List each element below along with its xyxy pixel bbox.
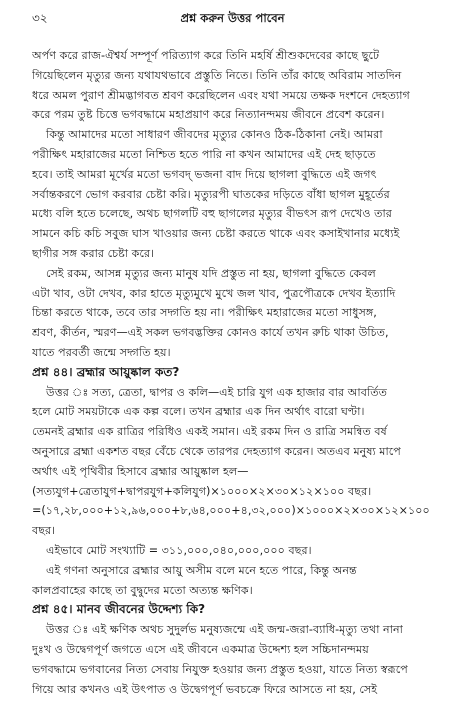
page-header bbox=[0, 10, 465, 28]
page-number: ৩২ bbox=[32, 11, 48, 25]
text-line: পরীক্ষিৎ মহারাজের মতো নিশ্চিত হতে পারি না কখন আমাদের এই দেহ ছাড়তে bbox=[32, 147, 376, 161]
text-line: শ্রবণ, কীর্তন, স্মরণ—এই সকল ভগবদ্ভক্তির কোনও কার্যে তখন রুচি থাকা উচিত, bbox=[32, 326, 389, 340]
text-line: এটা খাব, ওটা দেখব, কার হাতে মৃত্যুমুখে মুখে জল খাব, পুত্রপৌত্রকে দেখব ইত্যাদি bbox=[32, 286, 396, 300]
text-line: ভগবদ্ধামে ভগবানের নিত্য সেবায় নিযুক্ত হওয়ার জন্য প্রস্তুত হওয়া, যাতে নিত্য স্বরূপে bbox=[32, 662, 408, 676]
text-line: বছর। bbox=[32, 524, 56, 538]
text-line: গিয়েছিলেন মৃত্যুর জন্য যথাযথভাবে প্রস্তুতি নিতে। তিনি তাঁর কাছে অবিরাম সাতদিন bbox=[32, 68, 402, 82]
running-title: প্রশ্ন করুন উত্তর পাবেন bbox=[180, 11, 285, 25]
text-line: যাতে পরবর্তী জন্মে সদ্গতি হয়। bbox=[32, 345, 171, 359]
question-heading: প্রশ্ন ৪৫। মানব জীবনের উদ্দেশ্য কি? bbox=[32, 602, 206, 617]
text-line: উত্তর ঃ এই ক্ষণিক অথচ সুদুর্লভ মনুষ্যজন্মে এই জন্ম-জরা-ব্যাধি-মৃত্যু তথা নানা bbox=[46, 623, 403, 637]
text-line: সামনে কচি কচি সবুজ ঘাস খাওয়ার জন্য চেষ্টা করতে থাকে এবং কসাইখানার মধ্যেই bbox=[32, 227, 400, 241]
text-line: চিন্তা করতে থাকে, তবে তার সদ্গতি হয় না। পরীক্ষিৎ মহারাজের মতো সাধুসঙ্গ, bbox=[32, 306, 377, 320]
text-line: সর্বান্তকরণে ভোগ করবার চেষ্টা করি। মৃত্যুরপী ঘাতকের দড়িতে বাঁধা ছাগল মুহূর্তের bbox=[32, 187, 390, 201]
text-line: সেই রকম, আসন্ন মৃত্যুর জন্য মানুষ যদি প্রস্তুত না হয়, ছাগলা বুদ্ধিতে কেবল bbox=[46, 266, 376, 280]
text-line: অর্পণ করে রাজ-ঐশ্বর্য সম্পূর্ণ পরিত্যাগ করে তিনি মহর্ষি শ্রীশুকদেবের কাছে ছুটে bbox=[32, 49, 380, 62]
text-line: অর্থাৎ এই পৃথিবীর হিসাবে ব্রহ্মার আয়ুষ্কাল হল— bbox=[32, 464, 249, 478]
text-line: হলে মোট সময়টাকে এক কল্প বলে। তখন ব্রহ্মার এক দিন অর্থাৎ বারো ঘণ্টা। bbox=[32, 405, 365, 419]
text-line: গিয়ে আর কখনও এই উৎপাত ও উদ্বেগপূর্ণ ভবচক্রে ফিরে আসতে না হয়, সেই bbox=[32, 682, 378, 696]
text-line: তেমনই ব্রহ্মার এক রাত্রির পরিধিও একই সমান। এই রকম দিন ও রাত্রি সমন্বিত বর্ষ bbox=[32, 425, 387, 439]
text-line: দুঃখ ও উদ্বেগপূর্ণ জগতে এসে এই জীবনে একমাত্র উদ্দেশ্য হল সচ্চিদানন্দময় bbox=[32, 642, 369, 656]
text-line: মধ্যে বলি হতে চলেছে, অথচ ছাগলটি বহু ছাগলের মৃত্যুর বীভৎস রূপ দেখেও তার bbox=[32, 207, 392, 221]
text-line: হবে। তাই আমরা মূর্খের মতো ভগবদ্ ভজনা বাদ দিয়ে ছাগলা বুদ্ধিতে এই জগৎ bbox=[32, 167, 377, 181]
text-line: এই গণনা অনুসারে ব্রহ্মার আয়ু অসীম বলে মনে হতে পারে, কিন্তু অনন্ত bbox=[46, 563, 357, 577]
text-line: (সত্যযুগ+ত্রেতাযুগ+দ্বাপরযুগ+কলিযুগ)×১০০০×২×৩০×১২×১০০ বছর। bbox=[32, 484, 372, 498]
text-line: ধরে অমল পুরাণ শ্রীমদ্ভাগবত শ্রবণ করেছিলেন এবং যথা সময়ে তক্ষক দংশনে দেহত্যাগ bbox=[32, 88, 410, 102]
text-line: উত্তর ঃ সত্য, ত্রেতা, দ্বাপর ও কলি—এই চারি যুগ এক হাজার বার আবর্তিত bbox=[46, 385, 387, 399]
text-line: কিন্তু আমাদের মতো সাধারণ জীবদের মৃত্যুর কোনও ঠিক-ঠিকানা নেই। আমরা bbox=[46, 128, 383, 142]
question-heading: প্রশ্ন ৪৪। ব্রহ্মার আয়ুষ্কাল কত? bbox=[32, 364, 180, 379]
text-line: কালপ্রবাহের কাছে তা বুদ্বুদের মতো অত্যন্ত ক্ষণিক। bbox=[32, 583, 253, 597]
text-line: ছাগীর সঙ্গ করার চেষ্টা করে। bbox=[32, 246, 155, 260]
page-body bbox=[32, 46, 448, 699]
text-line: =(১৭,২৮,০০০+১২,৯৬,০০০+৮,৬৪,০০০+৪,৩২,০০০)×১০০০×২×৩০×১২×১০০ bbox=[32, 504, 430, 518]
text-line: করে পরম তুষ্ট চিত্তে ভগবদ্ধামে মহাপ্রয়াণ করে নিত্যানন্দময় জীবনে প্রবেশ করেন। bbox=[32, 108, 385, 122]
text-line: এইভাবে মোট সংখ্যাটি = ৩১১,০০০,০৪০,০০০,০০০ বছর। bbox=[46, 543, 312, 557]
text-line: অনুসারে ব্রহ্মা একশত বছর বেঁচে থেকে তারপর দেহত্যাগ করেন। অতএব মনুষ্য মাপে bbox=[32, 444, 401, 458]
